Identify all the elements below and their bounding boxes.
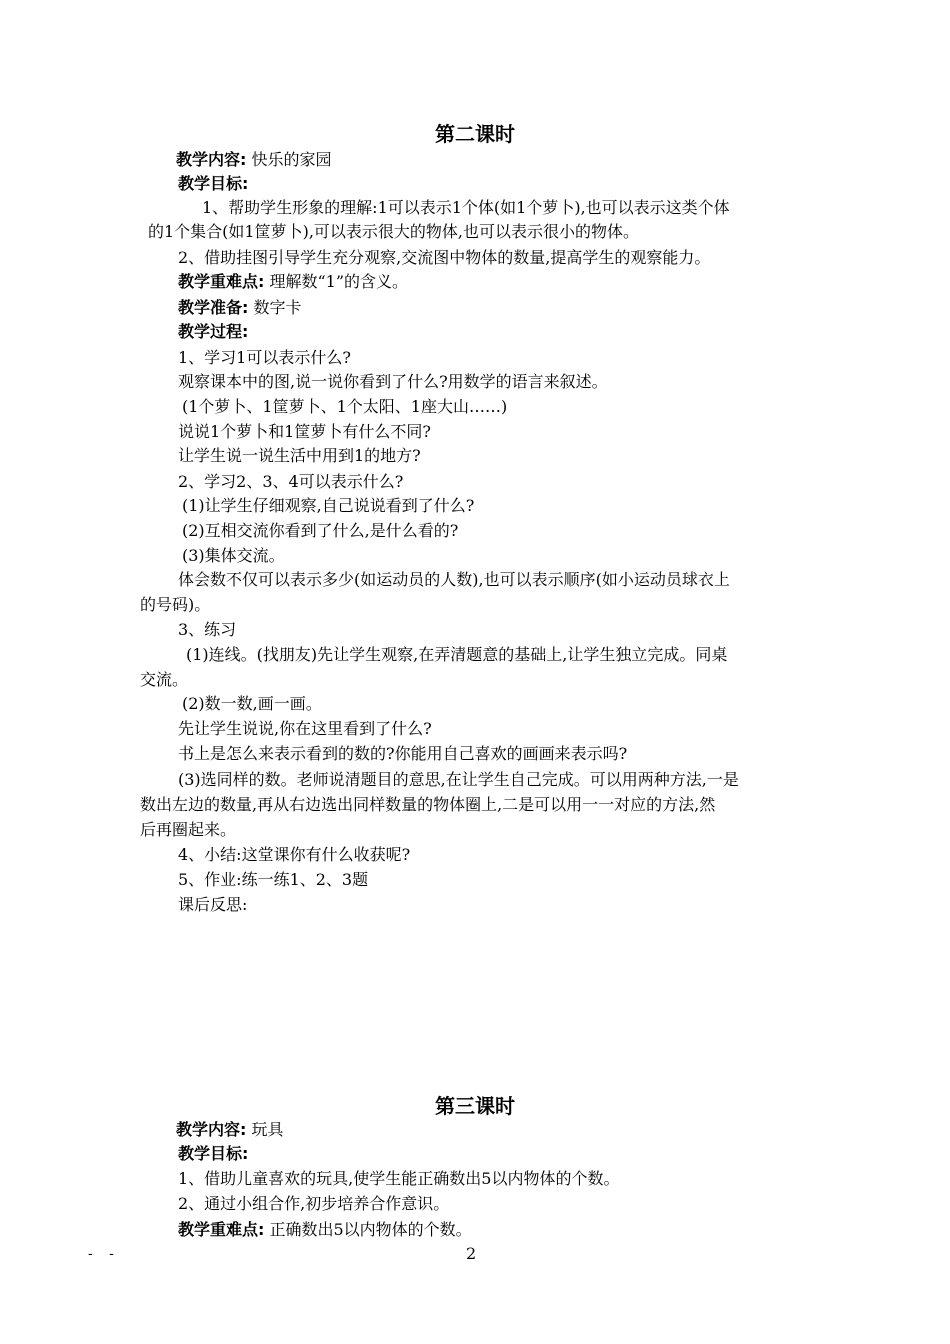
process-line: (3)集体交流。: [182, 546, 285, 565]
key-value: 理解数“1”的含义。: [269, 272, 409, 291]
footer-mark: - -: [88, 1246, 120, 1262]
lesson2-prep: [178, 296, 302, 320]
process-line: 让学生说一说生活中用到1的地方?: [178, 446, 421, 465]
process-line: 数出左边的数量,再从右边选出同样数量的物体圈上,二是可以用一一对应的方法,然: [140, 795, 716, 814]
lesson3-goal1: 1、借助儿童喜欢的玩具,使学生能正确数出5以内物体的个数。: [178, 1169, 620, 1188]
content-label: 教学内容:: [176, 150, 247, 169]
key-label: 教学重难点:: [178, 272, 265, 291]
process-line: 4、小结:这堂课你有什么收获呢?: [178, 845, 411, 864]
process-line: 1、学习1可以表示什么?: [178, 348, 351, 367]
lesson2-goals-label: 教学目标:: [178, 174, 249, 193]
goal1-line2: 的1个集合(如1筐萝卜),可以表示很大的物体,也可以表示很小的物体。: [148, 222, 640, 241]
content-value: 玩具: [251, 1120, 284, 1139]
lesson3-goal2: 2、通过小组合作,初步培养合作意识。: [178, 1194, 450, 1213]
lesson2-key: [178, 270, 408, 294]
lesson2-process-label: 教学过程:: [178, 322, 249, 341]
process-line: 课后反思:: [178, 895, 248, 914]
lesson3-key: [178, 1218, 472, 1242]
process-line: 后再圈起来。: [140, 820, 237, 839]
prep-value: 数字卡: [253, 298, 302, 317]
process-line: 2、学习2、3、4可以表示什么?: [178, 472, 404, 491]
content-label: 教学内容:: [176, 1120, 247, 1139]
lesson3-goals-label: 教学目标:: [178, 1144, 249, 1163]
lesson3-title: 第三课时: [435, 1094, 515, 1118]
lesson2-content: [176, 148, 332, 172]
process-line: 说说1个萝卜和1筐萝卜有什么不同?: [178, 422, 431, 441]
key-value: 正确数出5以内物体的个数。: [269, 1220, 472, 1239]
process-line: (1)连线。(找朋友)先让学生观察,在弄清题意的基础上,让学生独立完成。同桌: [186, 645, 728, 664]
process-line: 的号码)。: [140, 595, 211, 614]
process-line: 3、练习: [178, 620, 237, 639]
process-line: (2)数一数,画一画。: [182, 694, 322, 713]
process-line: 5、作业:练一练1、2、3题: [178, 870, 369, 889]
page-number: 2: [466, 1244, 477, 1263]
process-line: (1)让学生仔细观察,自己说说看到了什么?: [182, 496, 475, 515]
goal1-line1: 1、帮助学生形象的理解:1可以表示1个体(如1个萝卜),也可以表示这类个体: [202, 198, 730, 217]
lesson2-title: 第二课时: [435, 122, 515, 146]
goal2: 2、借助挂图引导学生充分观察,交流图中物体的数量,提高学生的观察能力。: [178, 248, 711, 267]
process-line: 交流。: [140, 670, 189, 689]
process-line: 体会数不仅可以表示多少(如运动员的人数),也可以表示顺序(如小运动员球衣上: [178, 570, 730, 589]
prep-label: 教学准备:: [178, 298, 249, 317]
process-line: (3)选同样的数。老师说清题目的意思,在让学生自己完成。可以用两种方法,一是: [178, 770, 739, 789]
process-line: (1个萝卜、1筐萝卜、1个太阳、1座大山……): [182, 397, 508, 416]
key-label: 教学重难点:: [178, 1220, 265, 1239]
process-line: 书上是怎么来表示看到的数的?你能用自己喜欢的画画来表示吗?: [178, 744, 628, 763]
process-line: 观察课本中的图,说一说你看到了什么?用数学的语言来叙述。: [178, 372, 608, 391]
lesson3-content: [176, 1118, 284, 1142]
process-line: 先让学生说说,你在这里看到了什么?: [178, 719, 432, 738]
process-line: (2)互相交流你看到了什么,是什么看的?: [182, 521, 459, 540]
content-value: 快乐的家园: [251, 150, 332, 169]
